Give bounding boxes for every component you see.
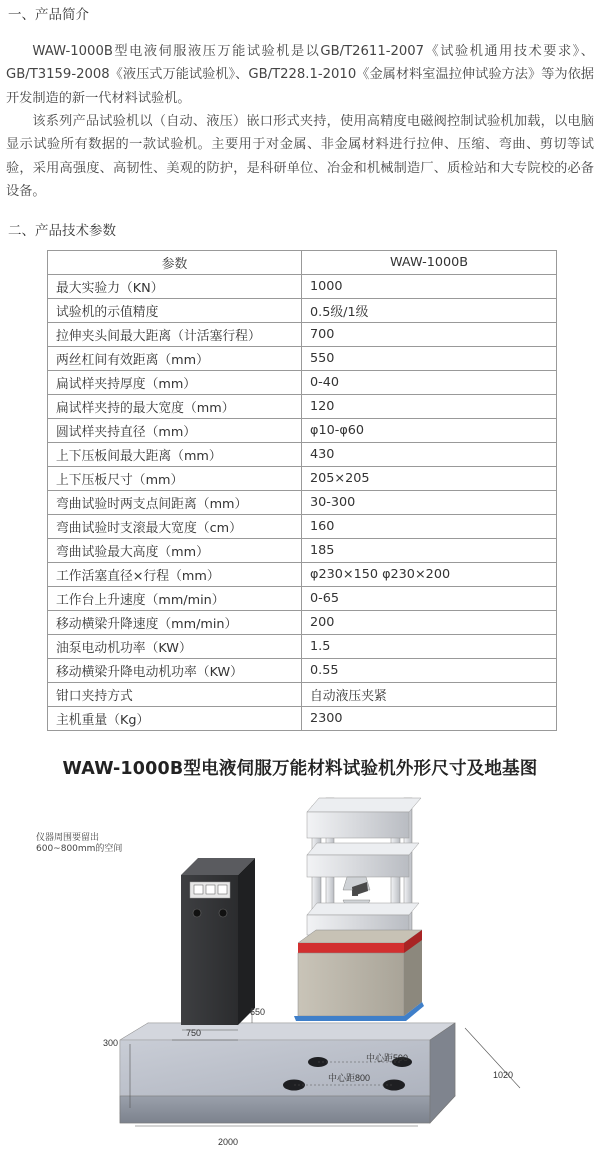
spec-value-cell: 1000 (302, 275, 557, 299)
spec-param-cell: 弯曲试验时两支点间距离（mm） (48, 491, 302, 515)
spec-value-cell: φ230×150 φ230×200 (302, 563, 557, 587)
spec-value-cell: 185 (302, 539, 557, 563)
spec-param-cell: 主机重量（Kg） (48, 707, 302, 731)
spec-param-cell: 拉伸夹头间最大距离（计活塞行程） (48, 323, 302, 347)
spec-row (48, 395, 557, 419)
machine-foundation-drawing (0, 778, 600, 1158)
intro-paragraph-2: 该系列产品试验机以（自动、液压）嵌口形式夹持，使用高精度电磁阀控制试验机加载，以电脑显示试验所有数据的一款试验机。主要用于对金属、非金属材料进行拉伸、压缩、弯曲、剪切等试验，采用高强度、高韧性、美观的防护，是科研单位、冶金和机械制造厂、质检站和大专院校的必备设备。 (6, 114, 594, 200)
spec-value-cell: 2300 (302, 707, 557, 731)
spec-param-cell: 两丝杠间有效距离（mm） (48, 347, 302, 371)
spec-value-cell: 0.55 (302, 659, 557, 683)
spec-table-header (48, 251, 557, 275)
spec-param-cell: 上下压板尺寸（mm） (48, 467, 302, 491)
spec-row (48, 419, 557, 443)
spec-value-cell: 120 (302, 395, 557, 419)
spec-param-cell: 油泵电动机功率（KW） (48, 635, 302, 659)
section-title-specs: 二、产品技术参数 (8, 223, 116, 239)
space-note-line2: 600~800mm的空间 (36, 844, 123, 854)
spec-row (48, 323, 557, 347)
spec-row (48, 299, 557, 323)
spec-row (48, 611, 557, 635)
spec-param-cell: 圆试样夹持直径（mm） (48, 419, 302, 443)
header-model: WAW-1000B (302, 251, 557, 275)
spec-param-cell: 弯曲试验时支滚最大宽度（cm） (48, 515, 302, 539)
spec-row (48, 491, 557, 515)
spec-row (48, 707, 557, 731)
control-cabinet (181, 858, 255, 1025)
header-param: 参数 (48, 251, 302, 275)
spec-row (48, 539, 557, 563)
dim-2000: 2000 (218, 1137, 239, 1147)
spec-value-cell: 550 (302, 347, 557, 371)
section-title-intro: 一、产品简介 (8, 7, 89, 23)
spec-value-cell: 0-40 (302, 371, 557, 395)
dim-300: 300 (103, 1038, 119, 1048)
foundation-slab (120, 1023, 455, 1123)
testing-machine-frame (294, 798, 424, 1021)
spec-value-cell: 160 (302, 515, 557, 539)
spec-value-cell: 0-65 (302, 587, 557, 611)
spec-value-cell: 205×205 (302, 467, 557, 491)
spec-row (48, 635, 557, 659)
dim-800: 中心距800 (328, 1073, 371, 1083)
spec-value-cell: 30-300 (302, 491, 557, 515)
space-note-line1: 仪器周围要留出 (36, 833, 100, 843)
spec-value-cell: 200 (302, 611, 557, 635)
spec-row (48, 443, 557, 467)
spec-value-cell: 0.5级/1级 (302, 299, 557, 323)
dim-590: 中心距590 (366, 1053, 409, 1063)
spec-param-cell: 工作台上升速度（mm/min） (48, 587, 302, 611)
spec-param-cell: 钳口夹持方式 (48, 683, 302, 707)
dim-1020: 1020 (493, 1070, 514, 1080)
spec-param-cell: 移动横梁升降速度（mm/min） (48, 611, 302, 635)
spec-table (47, 250, 557, 731)
spec-value-cell: 自动液压夹紧 (302, 683, 557, 707)
spec-row (48, 563, 557, 587)
spec-value-cell: 430 (302, 443, 557, 467)
spec-table-body (48, 275, 557, 731)
spec-value-cell: 700 (302, 323, 557, 347)
dim-750: 750 (186, 1028, 202, 1038)
spec-row (48, 515, 557, 539)
spec-value-cell: φ10-φ60 (302, 419, 557, 443)
spec-row (48, 467, 557, 491)
spec-param-cell: 上下压板间最大距离（mm） (48, 443, 302, 467)
spec-row (48, 347, 557, 371)
spec-param-cell: 弯曲试验最大高度（mm） (48, 539, 302, 563)
spec-row (48, 683, 557, 707)
spec-row (48, 371, 557, 395)
spec-param-cell: 扁试样夹持的最大宽度（mm） (48, 395, 302, 419)
spec-row (48, 275, 557, 299)
spec-param-cell: 工作活塞直径×行程（mm） (48, 563, 302, 587)
dim-650: 650 (250, 1007, 266, 1017)
spec-param-cell: 移动横梁升降电动机功率（KW） (48, 659, 302, 683)
intro-paragraph-1: WAW-1000B型电液伺服液压万能试验机是以GB/T2611-2007《试验机通用技术要求》、GB/T3159-2008《液压式万能试验机》、GB/T228.1-2010《金属材料室温拉伸试验方法》等为依据开发制造的新一代材料试验机。 (6, 44, 594, 106)
spec-param-cell: 试验机的示值精度 (48, 299, 302, 323)
figure-title: WAW-1000B型电液伺服万能材料试验机外形尺寸及地基图 (62, 759, 538, 779)
spec-param-cell: 最大实验力（KN） (48, 275, 302, 299)
spec-row (48, 587, 557, 611)
spec-param-cell: 扁试样夹持厚度（mm） (48, 371, 302, 395)
spec-row (48, 659, 557, 683)
spec-value-cell: 1.5 (302, 635, 557, 659)
